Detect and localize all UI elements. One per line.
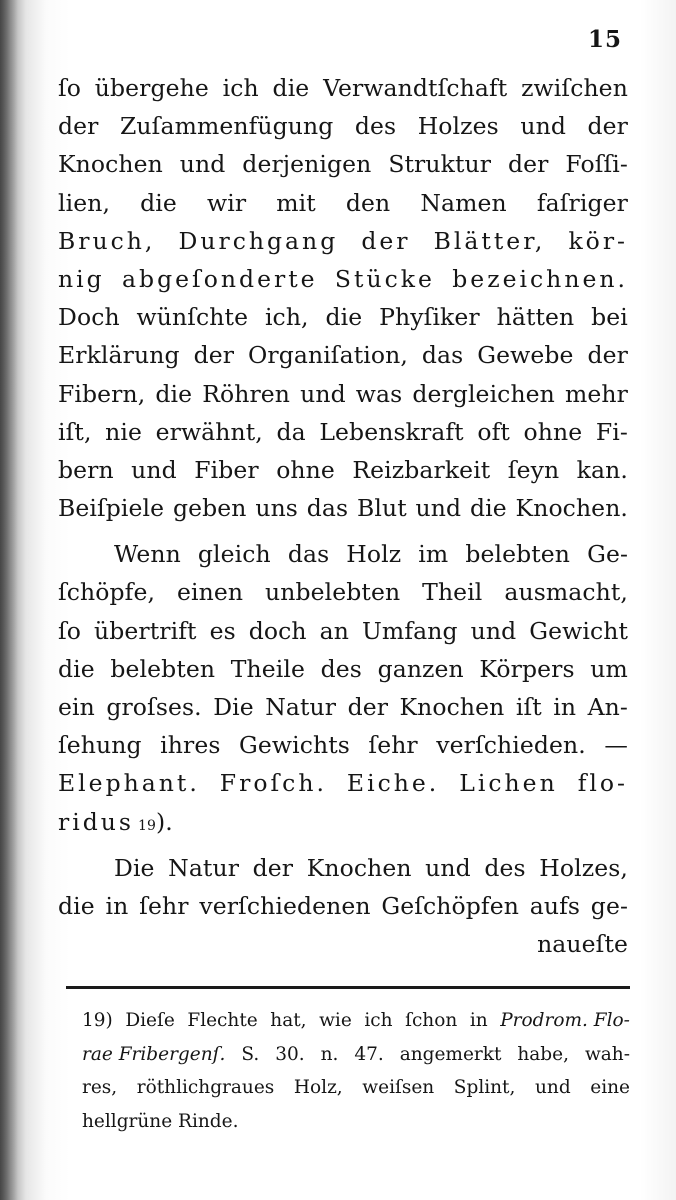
paragraph1-line: Bruch, Durchgang der Blätter, kör- [58, 226, 628, 255]
footnote-citation-end: rae Fribergenſ. [82, 1043, 226, 1065]
paragraph1-line: ſo übergehe ich die Verwandtſchaft zwiſchen [58, 74, 628, 102]
paragraph1-line: Erklärung der Organiſation, das Gewebe der [58, 341, 628, 370]
footnote-line-4-text: hellgrüne Rinde. [82, 1110, 239, 1132]
paragraph3-line: die in ſehr verſchiedenen Geſchöpfen aufs ge- [58, 891, 628, 920]
paragraph1-line: Doch wünſchte ich, die Phyſiker hätten bei [58, 303, 628, 332]
footnote [82, 1010, 630, 1144]
paragraph2-line: ein groſses. Die Natur der Knochen iſt in An- [58, 693, 628, 721]
paragraph2-line: ſo übertrift es doch an Umfang und Gewicht [58, 616, 628, 645]
paragraph-2-last-line [58, 808, 628, 846]
page-number: 15 [588, 26, 623, 53]
footnote-reference-close: ). [156, 807, 173, 836]
lichen-name-end: ridus [58, 807, 134, 836]
footnote-citation-start: Prodrom. Flo- [500, 1010, 630, 1031]
paragraph3-line: Die Natur der Knochen und des Holzes, [114, 853, 628, 882]
paragraph1-line: bern und Fiber ohne Reizbarkeit ſeyn kan. [58, 455, 628, 484]
paragraph1-line: Beiſpiele geben uns das Blut und die Knochen. [58, 494, 628, 523]
footnote-reference: 19 [138, 817, 157, 834]
binding-shadow [0, 0, 18, 1200]
paragraph1-line: Knochen und derjenigen Struktur der Foſſi- [58, 150, 628, 179]
footnote-line-2: rae Fribergenſ. S. 30. n. 47. angemerkt habe, wah- [82, 1043, 630, 1065]
paragraph2-line: die belebten Theile des ganzen Körpers um [58, 654, 628, 683]
catchword: naueſte [537, 930, 628, 959]
footnote-line-1: 19) Dieſe Flechte hat, wie ich ſchon in Prodrom. Flo- [82, 1010, 630, 1031]
paragraph2-line: ſchöpfe, einen unbelebten Theil ausmacht, [58, 578, 628, 607]
paragraph-3 [58, 854, 628, 930]
catchword-line [58, 930, 628, 968]
footnote-line-3: res, röthlichgraues Holz, weiſsen Splint, und eine [82, 1077, 630, 1098]
paragraph1-line: lien, die wir mit den Namen faſriger [58, 188, 628, 217]
main-text [58, 74, 628, 968]
paragraph1-line: der Zuſammenfügung des Holzes und der [58, 112, 628, 141]
paragraph1-line: iſt, nie erwähnt, da Lebenskraft oft ohne Fi- [58, 417, 628, 446]
footnote-line-4 [82, 1111, 630, 1145]
paragraph2-line: ſehung ihres Gewichts ſehr verſchieden. — [58, 731, 628, 760]
paragraph1-line: Fibern, die Röhren und was dergleichen mehr [58, 379, 628, 408]
paragraph2-line: Elephant. Froſch. Eiche. Lichen flo- [58, 769, 628, 798]
paragraph-2 [58, 540, 628, 807]
paragraph-1 [58, 74, 628, 532]
paragraph1-line: nig abgeſonderte Stücke bezeichnen. [58, 264, 628, 293]
paragraph2-line: Wenn gleich das Holz im belebten Ge- [114, 540, 628, 569]
footnote-divider [66, 986, 630, 989]
